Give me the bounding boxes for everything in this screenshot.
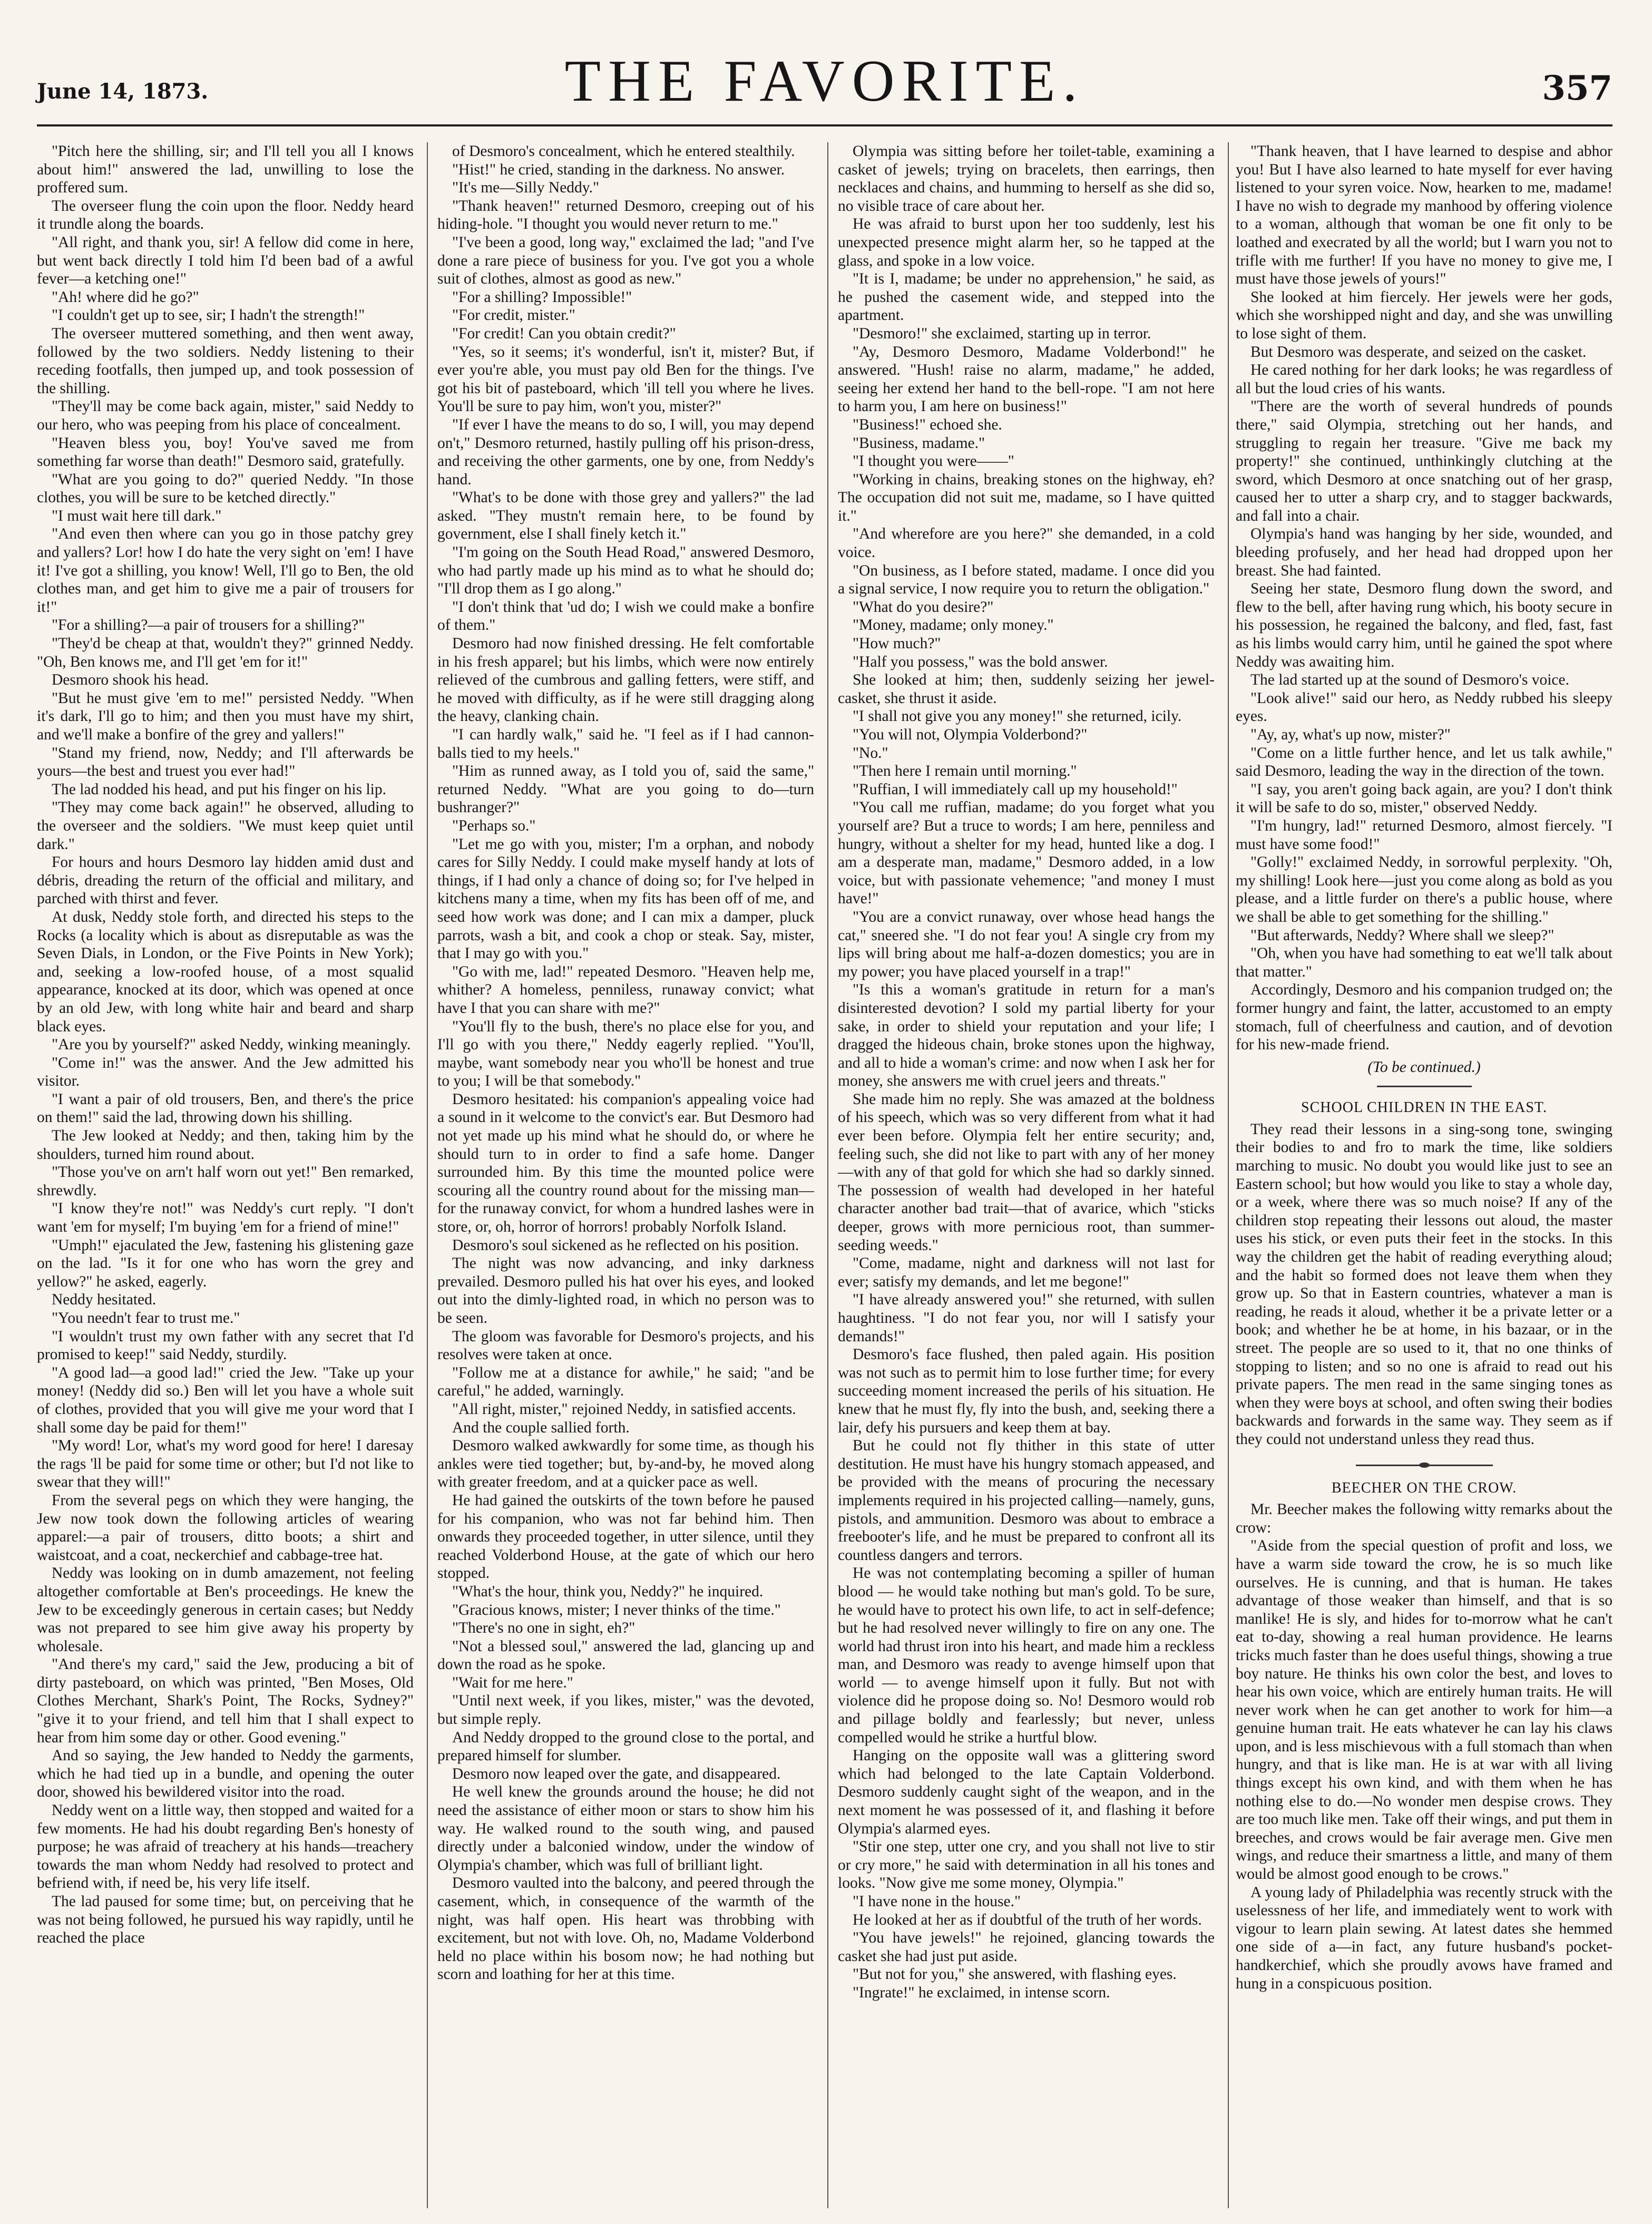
paragraph: "Then here I remain until morning." bbox=[853, 763, 1077, 780]
newspaper-title: THE FAVORITE. bbox=[564, 48, 1085, 114]
section-heading-school-children: SCHOOL CHILDREN IN THE EAST. bbox=[1301, 1099, 1547, 1116]
paragraph: She made him no reply. She was amazed at the boldness of his speech, which was so very different from what it had ever been before. Olympia felt her entire security; and, feeling such, she did not like to part with any of her money—with any of that gold for which she had so darkly sinned. The possession of wealth had developed in her hateful character another bad trait—that of avarice, which "sticks deeper, grows with more pernicious root, than summer-seeding weeds." bbox=[838, 1090, 1215, 1254]
paragraph: "There are the worth of several hundreds of pounds there," said Olympia, stretching out her hands, and struggling to regain her treasure. "Give me back my property!" she continued, unthinkingly clutching at the sword, which Desmoro at once snatching out of her grasp, caused her to utter a sharp cry, and to stagger backwards, and fall into a chair. bbox=[1236, 398, 1612, 524]
paragraph: "Golly!" exclaimed Neddy, in sorrowful perplexity. "Oh, my shilling! Look here—just you come along as bold as you please, and a little furder on there's a public house, where we shall be able to get something for the shilling." bbox=[1236, 854, 1612, 925]
paragraph: "I'm hungry, lad!" returned Desmoro, almost fiercely. "I must have some food!" bbox=[1236, 817, 1612, 853]
paragraph: "They'd be cheap at that, wouldn't they?" grinned Neddy. "Oh, Ben knows me, and I'll get 'em for it!" bbox=[37, 635, 414, 670]
paragraph: "Aside from the special question of profit and loss, we have a warm side toward the crow, he is so much like ourselves. He is cunning, and that is human. He takes advantage of those weaker than himself, and that is so manlike! He is sly, and hides for to-morrow what he can't eat to-day, showing a real human providence. He learns tricks much faster than he does useful things, showing a true boy nature. He thinks his own color the best, and loves to hear his own voice, which are entirely human traits. He will never work when he can get another to work for him—a genuine human trait. He eats whatever he can lay his claws upon, and is less mischievous with a full stomach than when hungry, and that is like man. He is at war with all living things except his own kind, and with them when he has nothing else to do.—No wonder men despise crows. They are too much like men. Take off their wings, and put them in breeches, and crows would be fair average men. Give men wings, and reduce their smartness a little, and many of them would be almost good enough to be crows." bbox=[1236, 1537, 1612, 1883]
column-1 bbox=[37, 142, 414, 2208]
paragraph: He cared nothing for her dark looks; he was regardless of all but the loud cries of his wants. bbox=[1236, 362, 1612, 397]
paragraph: Desmoro vaulted into the balcony, and peered through the casement, which, in consequence of the warmth of the night, was half open. His heart was throbbing with excitement, but not with love. Oh, no, Madame Volderbond held no place within his bosom now; he had nothing but scorn and loathing for her at this time. bbox=[437, 1875, 814, 1983]
paragraph: "My word! Lor, what's my word good for here! I daresay the rags 'll be paid for some time or other; but I'd not like to swear that they will!" bbox=[37, 1437, 414, 1491]
paragraph: "You call me ruffian, madame; do you forget what you yourself are? But a truce to words; I am here, penniless and hungry, without a shelter for my head, hunted like a dog. I am a desperate man, madame," Desmoro added, in a low voice, but with passionate vehemence; "and money I must have!" bbox=[838, 799, 1215, 908]
column-3 bbox=[838, 142, 1215, 2208]
paragraph: "For a shilling?—a pair of trousers for a shilling?" bbox=[52, 617, 365, 634]
paragraph: Neddy hesitated. bbox=[52, 1291, 157, 1309]
column-2 bbox=[437, 142, 814, 2208]
paragraph: "Pitch here the shilling, sir; and I'll tell you all I knows about him!" answered the lad, unwilling to lose the proffered sum. bbox=[37, 143, 414, 197]
paragraph: "Ay, ay, what's up now, mister?" bbox=[1250, 726, 1451, 743]
paragraph: "You needn't fear to trust me." bbox=[52, 1310, 240, 1326]
paragraph: "Half you possess," was the bold answer. bbox=[853, 653, 1108, 670]
paragraph: "Ah! where did he go?" bbox=[52, 288, 199, 306]
paragraph: "I've been a good, long way," exclaimed the lad; "and I've done a rare piece of business for you. I've got you a whole suit of clothes, almost as good as new." bbox=[437, 233, 814, 288]
paragraph: "And wherefore are you here?" she demanded, in a cold voice. bbox=[838, 525, 1215, 561]
paragraph: Seeing her state, Desmoro flung down the sword, and flew to the bell, after having rung which, his booty secure in his possession, he regained the balcony, and fled, fast, fast as his limbs would carry him, until he gained the spot where Neddy was awaiting him. bbox=[1236, 580, 1612, 670]
paragraph: "I wouldn't trust my own father with any secret that I'd promised to keep!" said Neddy, sturdily. bbox=[37, 1328, 414, 1363]
paragraph: At dusk, Neddy stole forth, and directed his steps to the Rocks (a locality which is about as disreputable as was the Seven Dials, in London, or the Five Points in New York); and, seeking a low-roofed house, of a most squalid appearance, knocked at its door, which was opened at once by an old Jew, with long white hair and beard and sharp black eyes. bbox=[37, 908, 414, 1035]
paragraph: "Gracious knows, mister; I never thinks of the time." bbox=[452, 1601, 781, 1618]
paragraph: "Working in chains, breaking stones on the highway, eh? The occupation did not suit me, madame, so I have quitted it." bbox=[838, 471, 1215, 524]
paragraph: "What are you going to do?" queried Neddy. "In those clothes, you will be sure to be ketched directly." bbox=[37, 471, 414, 506]
paragraph: "Heaven bless you, boy! You've saved me from something far worse than death!" Desmoro said, gratefully. bbox=[37, 434, 414, 470]
paragraph: "I can hardly walk," said he. "I feel as if I had cannon-balls tied to my heels." bbox=[437, 726, 814, 762]
paragraph: "Go with me, lad!" repeated Desmoro. "Heaven help me, whither? A homeless, penniless, runaway convict; what have I that you can share with me?" bbox=[437, 963, 814, 1017]
paragraph: "They'll may be come back again, mister," said Neddy to our hero, who was peeping from his place of concealment. bbox=[37, 398, 414, 433]
paragraph: "I don't think that 'ud do; I wish we could make a bonfire of them." bbox=[437, 598, 814, 634]
paragraph: "Oh, when you have had something to eat we'll talk about that matter." bbox=[1236, 945, 1612, 980]
paragraph: He had gained the outskirts of the town before he paused for his companion, who was not far behind him. Then onwards they proceeded together, in utter silence, until they reached Volderbond House, at the gate of which our hero stopped. bbox=[437, 1491, 814, 1582]
column-divider bbox=[427, 142, 428, 2208]
paragraph: Desmoro's soul sickened as he reflected on his position. bbox=[452, 1236, 799, 1254]
paragraph: "On business, as I before stated, madame. I once did you a signal service, I now require you to return the obligation." bbox=[838, 562, 1215, 598]
paragraph: But Desmoro was desperate, and seized on the casket. bbox=[1250, 343, 1587, 360]
paragraph: Desmoro shook his head. bbox=[52, 671, 209, 689]
paragraph: "They may come back again!" he observed, alluding to the overseer and the soldiers. "We must keep quiet until dark." bbox=[37, 799, 414, 853]
paragraph: "I have already answered you!" she returned, with sullen haughtiness. "I do not fear you, nor will I satisfy your demands!" bbox=[838, 1291, 1215, 1345]
paragraph: "Business, madame." bbox=[853, 434, 985, 452]
paragraph: "Until next week, if you likes, mister," was the devoted, but simple reply. bbox=[437, 1692, 814, 1728]
paragraph: He looked at her as if doubtful of the truth of her words. bbox=[853, 1911, 1202, 1928]
masthead bbox=[37, 42, 1612, 121]
paragraph: "You have jewels!" he rejoined, glancing towards the casket she had just put aside. bbox=[838, 1929, 1215, 1965]
masthead-rule bbox=[37, 124, 1612, 126]
paragraph: "It is I, madame; be under no apprehension," he said, as he pushed the casement wide, and stepped into the apartment. bbox=[838, 270, 1215, 324]
column-4-story-end bbox=[1236, 142, 1612, 1054]
paragraph: Olympia was sitting before her toilet-table, examining a casket of jewels; trying on bracelets, then earrings, then necklaces and chains, and humming to herself as she did so, no visible trace of care about her. bbox=[838, 143, 1215, 214]
paragraph: "A good lad—a good lad!" cried the Jew. "Take up your money! (Neddy did so.) Ben will let you have a whole suit of clothes, provided that you will give me your word that I shall some day be paid for them!" bbox=[37, 1364, 414, 1436]
paragraph: Neddy was looking on in dumb amazement, not feeling altogether comfortable at Ben's proceedings. He knew the Jew to be exceedingly generous in certain cases; but Neddy was not prepared to see him give away his property by wholesale. bbox=[37, 1565, 414, 1655]
paragraph: "Follow me at a distance for awhile," he said; "and be careful," he added, warningly. bbox=[437, 1364, 814, 1400]
paragraph: "No." bbox=[853, 744, 888, 762]
column-divider bbox=[1228, 142, 1229, 2208]
paragraph: The lad nodded his head, and put his finger on his lip. bbox=[52, 781, 386, 798]
paragraph: "I want a pair of old trousers, Ben, and there's the price on them!" said the lad, throwing down his shilling. bbox=[37, 1090, 414, 1126]
paragraph: They read their lessons in a sing-song tone, swinging their bodies to and fro to mark the time, like soldiers marching to music. No doubt you would like just to see an Eastern school; but how would you like to stay a whole day, or a week, where there was so much noise? If any of the children stop repeating their lessons out aloud, the master uses his stick, or even puts their feet in the stocks. In this way the children get the habit of reading everything aloud; and the habit so formed does not leave them when they grow up. So that in Eastern countries, whatever a man is reading, he reads it aloud, whether it be a private letter or a book; and whether he be at home, in his bazaar, or in the street. The people are so used to it, that no one thinks of stopping to listen; and so no one is afraid to read out his private papers. The men read in the same singing tones as when they were boys at school, and often swing their bodies backwards and forwards in the same way. They seem as if they could not understand unless they read thus. bbox=[1236, 1120, 1612, 1448]
paragraph: "Come in!" was the answer. And the Jew admitted his visitor. bbox=[37, 1054, 414, 1090]
paragraph: "How much?" bbox=[853, 635, 941, 652]
paragraph: He was not contemplating becoming a spiller of human blood — he would take nothing but man's gold. To be sure, he would have to protect his own life, to act in self-defence; but he had resolved never willingly to fire on any one. The world had thrust iron into his heart, and made him a reckless man, and Desmoro was ready to avenge himself upon that world — to avenge himself upon it fully. But not with violence did he propose doing so. No! Desmoro would rob and pillage boldly and fearlessly; but never, unless compelled would he strike a hurtful blow. bbox=[838, 1565, 1215, 1746]
paragraph: "Stand my friend, now, Neddy; and I'll afterwards be yours—the best and truest you ever had!" bbox=[37, 744, 414, 780]
paragraph: "And even then where can you go in those patchy grey and yallers? Lor! how I do hate the very sight on 'em! I have it! I've got a shilling, you know! Well, I'll go to Ben, the old clothes man, and get him to give me a pair of trousers for it!" bbox=[37, 525, 414, 616]
paragraph: "For a shilling? Impossible!" bbox=[452, 288, 632, 306]
paragraph: From the several pegs on which they were hanging, the Jew now took down the following articles of wearing apparel:—a pair of trousers, ditto boots; a shirt and waistcoat, and a coat, neckerchief and cabbage-tree hat. bbox=[37, 1491, 414, 1564]
paragraph: And Neddy dropped to the ground close to the portal, and prepared himself for slumber. bbox=[437, 1729, 814, 1764]
paragraph: "I have none in the house." bbox=[853, 1893, 1021, 1910]
paragraph: The overseer flung the coin upon the floor. Neddy heard it trundle along the boards. bbox=[37, 197, 414, 233]
paragraph: "You will not, Olympia Volderbond?" bbox=[853, 726, 1088, 743]
paragraph: "Money, madame; only money." bbox=[853, 617, 1054, 634]
paragraph: "There's no one in sight, eh?" bbox=[452, 1620, 636, 1637]
paragraph: The overseer muttered something, and then went away, followed by the two soldiers. Neddy listening to their receding footfalls, then jumped up, and took possession of the shilling. bbox=[37, 325, 414, 397]
section-rule bbox=[1377, 1086, 1472, 1087]
paragraph: He was afraid to burst upon her too suddenly, lest his unexpected presence might alarm her, so he tapped at the glass, and spoke in a low voice. bbox=[838, 216, 1215, 269]
paragraph: Hanging on the opposite wall was a glittering sword which had belonged to the late Captain Volderbond. Desmoro suddenly caught sight of the weapon, and in the next moment he was possessed of it, and flashing it before Olympia's alarmed eyes. bbox=[838, 1747, 1215, 1837]
paragraph: "Desmoro!" she exclaimed, starting up in terror. bbox=[853, 325, 1151, 342]
paragraph: "Those you've on arn't half worn out yet!" Ben remarked, shrewdly. bbox=[37, 1164, 414, 1199]
to-be-continued: (To be continued.) bbox=[1367, 1058, 1481, 1076]
paragraph: "Thank heaven, that I have learned to despise and abhor you! But I have also learned to hate myself for ever having listened to your syren voice. Now, hearken to me, madame! I have no wish to degrade my manhood by offering violence to a woman, although that woman be one fit only to be loathed and execrated by all the world; but I warn you not to trifle with me further! If you have no money to give me, I must have those jewels of yours!" bbox=[1236, 143, 1612, 288]
paragraph: The gloom was favorable for Desmoro's projects, and his resolves were taken at once. bbox=[437, 1328, 814, 1363]
paragraph: "You are a convict runaway, over whose head hangs the cat," sneered she. "I do not fear you! A single cry from my lips will bring about me half-a-dozen domestics; you are in my power; you have placed yourself in a trap!" bbox=[838, 908, 1215, 980]
paragraph: "I'm going on the South Head Road," answered Desmoro, who had partly made up his mind as to what he should do; "I'll drop them as I go along." bbox=[437, 544, 814, 598]
paragraph: "For credit, mister." bbox=[452, 307, 575, 324]
paragraph: "Look alive!" said our hero, as Neddy rubbed his sleepy eyes. bbox=[1236, 689, 1612, 725]
paragraph: "But afterwards, Neddy? Where shall we sleep?" bbox=[1250, 926, 1555, 944]
paragraph: The Jew looked at Neddy; and then, taking him by the shoulders, turned him round about. bbox=[37, 1127, 414, 1163]
paragraph: Desmoro hesitated: his companion's appealing voice had a sound in it welcome to the convict's ear. But Desmoro had not yet made up his mind what he should do, or where he should turn to in order to find a safe home. Danger surrounded him. By this time the mounted police were scouring all the country round about for the missing man—for the runaway convict, for whom a hundred lashes were in store, or, oh, horror of horrors! probably Norfolk Island. bbox=[437, 1090, 814, 1236]
paragraph: "Business!" echoed she. bbox=[853, 416, 1002, 433]
column-divider bbox=[827, 142, 828, 2208]
paragraph: "But not for you," she answered, with flashing eyes. bbox=[853, 1966, 1177, 1983]
paragraph: "Yes, so it seems; it's wonderful, isn't it, mister? But, if ever you're able, you must pay old Ben for the things. I've got his bit of pasteboard, which 'ill tell you where he lives. You'll be sure to pay him, won't you, mister?" bbox=[437, 343, 814, 415]
paragraph: The night was now advancing, and inky darkness prevailed. Desmoro pulled his hat over his eyes, and looked out into the dimly-lighted road, in which no person was to be seen. bbox=[437, 1255, 814, 1326]
paragraph: "I couldn't get up to see, sir; I hadn't the strength!" bbox=[52, 307, 365, 324]
paragraph: Desmoro walked awkwardly for some time, as though his ankles were tied together; but, by-and-by, he moved along with greater freedom, and at a quicker pace as well. bbox=[437, 1437, 814, 1491]
paragraph: For hours and hours Desmoro lay hidden amid dust and débris, dreading the return of the official and military, and parched with thirst and fever. bbox=[37, 854, 414, 908]
paragraph: Accordingly, Desmoro and his companion trudged on; the former hungry and faint, the latter, accustomed to an empty stomach, full of cheerfulness and caution, and of devotion for his new-made friend. bbox=[1236, 981, 1612, 1054]
school-children-article bbox=[1236, 1120, 1612, 1449]
paragraph: "What do you desire?" bbox=[853, 598, 994, 616]
paragraph: "Ingrate!" he exclaimed, in intense scorn. bbox=[853, 1984, 1110, 2001]
beecher-crow-article bbox=[1236, 1500, 1612, 1993]
paragraph: She looked at him fiercely. Her jewels were her gods, which she worshipped night and day, and she was unwilling to lose sight of them. bbox=[1236, 288, 1612, 342]
paragraph: "It's me—Silly Neddy." bbox=[452, 179, 600, 197]
paragraph: "What's the hour, think you, Neddy?" he inquired. bbox=[452, 1583, 764, 1600]
paragraph: Desmoro's face flushed, then paled again. His position was not such as to permit him to lose further time; for every succeeding moment increased the perils of his situation. He knew that he must fly, fly into the bush, and, seeking there a lair, defy his pursuers and keep them at bay. bbox=[838, 1346, 1215, 1436]
paragraph: of Desmoro's concealment, which he entered stealthily. bbox=[452, 143, 795, 160]
paragraph: "Ay, Desmoro Desmoro, Madame Volderbond!" he answered. "Hush! raise no alarm, madame," he added, seeing her extend her hand to the bell-rope. "I am not here to harm you, I am here on business!" bbox=[838, 343, 1215, 415]
paragraph: "Perhaps so." bbox=[452, 817, 536, 834]
paragraph: "All right, and thank you, sir! A fellow did come in here, but went back directly I told him I'd been bad of a awful fever—a ketching one!" bbox=[37, 233, 414, 288]
ornament-divider bbox=[1356, 1462, 1493, 1468]
paragraph: Neddy went on a little way, then stopped and waited for a few moments. He had his doubt regarding Ben's honesty of purpose; he was afraid of treachery at his hands—treachery towards the man whom Neddy had resolved to protect and befriend with, if need be, his very life itself. bbox=[37, 1802, 414, 1892]
paragraph: "Thank heaven!" returned Desmoro, creeping out of his hiding-hole. "I thought you would never return to me." bbox=[437, 197, 814, 233]
paragraph: The lad paused for some time; but, on perceiving that he was not being followed, he pursued his way rapidly, until he reached the place bbox=[37, 1893, 414, 1947]
page-number: 357 bbox=[1542, 69, 1612, 108]
paragraph: "Let me go with you, mister; I'm a orphan, and nobody cares for Silly Neddy. I could make myself handy at lots of things, if I had only a chance of doing so; for I've helped in kitchens many a time, when my fits has been off of me, and seed how work was done; and I can mix a damper, pluck parrots, wash a bit, and cook a chop or steak. Say, mister, that I may go with you." bbox=[437, 835, 814, 962]
paragraph: The lad started up at the sound of Desmoro's voice. bbox=[1250, 671, 1569, 689]
paragraph: "But he must give 'em to me!" persisted Neddy. "When it's dark, I'll go to him; and then you must have my shirt, and we'll make a bonfire of the grey and yallers!" bbox=[37, 689, 414, 743]
paragraph: "I know they're not!" was Neddy's curt reply. "I don't want 'em for myself; I'm buying 'em for a friend of mine!" bbox=[37, 1200, 414, 1236]
paragraph: "Come on a little further hence, and let us talk awhile," said Desmoro, leading the way in the direction of the town. bbox=[1236, 744, 1612, 780]
paragraph: "For credit! Can you obtain credit?" bbox=[452, 325, 676, 342]
paragraph: "Stir one step, utter one cry, and you shall not live to stir or cry more," he said with determination in all his tones and looks. "Now give me some money, Olympia." bbox=[838, 1838, 1215, 1892]
paragraph: And the couple sallied forth. bbox=[452, 1419, 630, 1436]
issue-date: June 14, 1873. bbox=[37, 79, 209, 104]
paragraph: "Is this a woman's gratitude in return for a man's disinterested devotion? I sold my partial liberty for your sake, in order to shield your reputation and your life; I dragged the hideous chain, broke stones upon the highway, and all to hide a woman's crime: and now when I ask her for money, she answers me with cruel jeers and threats." bbox=[838, 981, 1215, 1090]
paragraph: He well knew the grounds around the house; he did not need the assistance of either moon or stars to show him his way. He walked round to the south wing, and paused directly under a balconied window, under the window of Olympia's chamber, which was full of brilliant light. bbox=[437, 1783, 814, 1874]
paragraph: Desmoro now leaped over the gate, and disappeared. bbox=[452, 1765, 781, 1782]
paragraph: "You'll fly to the bush, there's no place else for you, and I'll go with you there," Neddy eagerly replied. "You'll, maybe, want somebody near you who'll be honest and true to you; I will be that somebody." bbox=[437, 1018, 814, 1090]
paragraph: "Ruffian, I will immediately call up my household!" bbox=[853, 781, 1178, 798]
column-4 bbox=[1236, 142, 1612, 2208]
paragraph: "I must wait here till dark." bbox=[52, 507, 222, 524]
paragraph: "Come, madame, night and darkness will not last for ever; satisfy my demands, and let me begone!" bbox=[838, 1255, 1215, 1290]
paragraph: A young lady of Philadelphia was recently struck with the uselessness of her life, and immediately went to work with vigour to learn plain sewing. At latest dates she hemmed one side of a—in fact, any future husband's pocket-handkerchief, which she proudly avows have framed and hung in a conspicuous position. bbox=[1236, 1884, 1612, 1992]
paragraph: "What's to be done with those grey and yallers?" the lad asked. "They mustn't remain here, to be found by government, else I shall finely ketch it." bbox=[437, 489, 814, 543]
paragraph: Mr. Beecher makes the following witty remarks about the crow: bbox=[1236, 1501, 1612, 1536]
section-heading-beecher-crow: BEECHER ON THE CROW. bbox=[1331, 1479, 1517, 1496]
paragraph: Olympia's hand was hanging by her side, wounded, and bleeding profusely, and her head had dropped upon her breast. She had fainted. bbox=[1236, 525, 1612, 579]
paragraph: "All right, mister," rejoined Neddy, in satisfied accents. bbox=[452, 1400, 796, 1418]
paragraph: And so saying, the Jew handed to Neddy the garments, which he had tied up in a bundle, and opening the outer door, showed his bewildered visitor into the road. bbox=[37, 1747, 414, 1801]
paragraph: "Wait for me here." bbox=[452, 1674, 573, 1691]
paragraph: "And there's my card," said the Jew, producing a bit of dirty pasteboard, on which was printed, "Ben Moses, Old Clothes Merchant, Shark's Point, The Rocks, Sydney?" "give it to your friend, and tell him that I shall expect to hear from him some day or other. Good evening." bbox=[37, 1656, 414, 1746]
paragraph: "Umph!" ejaculated the Jew, fastening his glistening gaze on the lad. "Is it for one who has worn the grey and yellow?" he asked, eagerly. bbox=[37, 1236, 414, 1290]
paragraph: "I thought you were——" bbox=[853, 453, 1014, 470]
paragraph: She looked at him; then, suddenly seizing her jewel-casket, she thrust it aside. bbox=[838, 671, 1215, 707]
paragraph: Desmoro had now finished dressing. He felt comfortable in his fresh apparel; but his limbs, which were now entirely relieved of the cumbrous and galling fetters, were stiff, and he moved with difficulty, as if he were still dragging along the heavy, clanking chain. bbox=[437, 635, 814, 725]
paragraph: But he could not fly thither in this state of utter destitution. He must have his hungry stomach appeased, and be provided with the means of procuring the necessary implements required in his projected calling—namely, guns, pistols, and ammunition. Desmoro was about to embrace a freebooter's life, and he must be prepared to confront all its countless dangers and terrors. bbox=[838, 1437, 1215, 1564]
paragraph: "Are you by yourself?" asked Neddy, winking meaningly. bbox=[52, 1036, 411, 1054]
paragraph: "I say, you aren't going back again, are you? I don't think it will be safe to do so, mister," observed Neddy. bbox=[1236, 781, 1612, 816]
paragraph: "Hist!" he cried, standing in the darkness. No answer. bbox=[452, 161, 785, 178]
paragraph: "Not a blessed soul," answered the lad, glancing up and down the road as he spoke. bbox=[437, 1637, 814, 1673]
paragraph: "I shall not give you any money!" she returned, icily. bbox=[853, 708, 1182, 725]
paragraph: "If ever I have the means to do so, I will, you may depend on't," Desmoro returned, hastily pulling off his prison-dress, and receiving the other garments, one by one, from Neddy's hand. bbox=[437, 416, 814, 488]
paragraph: "Him as runned away, as I told you of, said the same," returned Neddy. "What are you going to do—turn bushranger?" bbox=[437, 763, 814, 816]
